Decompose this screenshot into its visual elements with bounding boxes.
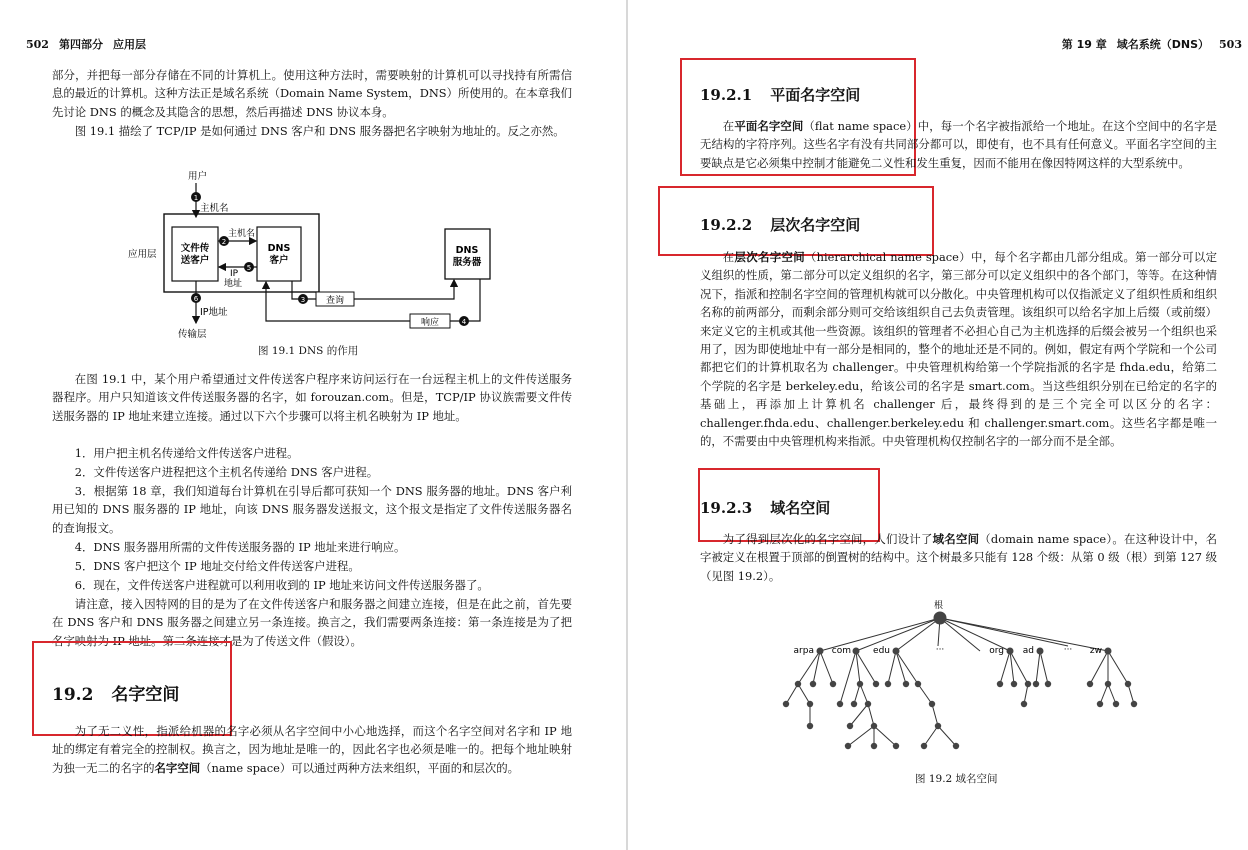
section-19-2-1-number: 19.2.1 [700, 86, 753, 104]
label-ellipsis-1: ··· [935, 645, 945, 655]
section-19-2-3-number: 19.2.3 [700, 499, 753, 517]
label-application-layer: 应用层 [128, 249, 157, 260]
tree-nodes [783, 612, 1137, 750]
tree-node [953, 743, 959, 749]
part-label: 第四部分 [58, 38, 103, 51]
step-4: 4．DNS 服务器用所需的文件传送服务器的 IP 地址来进行响应。 [74, 540, 406, 554]
section-19-2-2-text-b: （hierarchical name space）中，每个名字都由几部分组成。第一部分可以定义组织的性质，第二部分可以定义组织的名字，第三部分可以定义组织中的各个部门，等等。在这种情况下，指派和控制名字空间的管理机构就可以分散化。中央管理机构可以仅指派定义了组织性质和组织名称的前两部分，而剩余部分则可交给该组织自己去负责管理。该组织可以给名字加上后缀（或前缀）来定义它的主机或其他一些资源。该组织的管理者不必担心自己为主机选择的后缀会被另一个组织也采用了，因为即使地址中有一部分是相同的，整个的地址还是不同的。例如，假定有两个学院和一个公司都把它们的计算机取名为 challenger。中央管理机构给第一个学院指派的名字是 fhda.edu，给第二个学院的名字是 berkeley.edu，给该公司的名字是 smart.com。当这些组织分别在已给定的名字的基础上，再添加上计算机名 challenger 后，最终得到的是三个完全可以区分的名字：challenger.fhda.edu、challenger.berkeley.edu 和 challenger.smart.com。这些名字都是唯一的，不需要由中央管理机构来指派。中央管理机构仅控制名字的一部分而不是全部。 [700, 250, 1217, 449]
step-6: 6．现在，文件传送客户进程就可以利用收到的 IP 地址来访问文件传送服务器了。 [74, 578, 489, 592]
dns-client-box [257, 227, 301, 281]
section-19-2-3-text-b: （domain name space）。在这种设计中，名字被定义在根置于顶部的倒置树的结构中。这个树最多只能有 128 个级：从第 0 级（根）到第 127 级（见图 19.2）。 [700, 532, 1217, 583]
file-client-text-2: 送客户 [180, 255, 210, 266]
tree-node [807, 701, 813, 707]
right-page-number: 503 [1219, 38, 1242, 51]
tree-node [915, 681, 921, 687]
section-19-2-2-text-a: 在 [722, 250, 735, 264]
label-ad: ad [1022, 646, 1034, 656]
label-ip-1: IP [230, 269, 239, 279]
domain-name-tree [778, 596, 1158, 768]
tree-node [865, 701, 871, 707]
step-1: 1．用户把主机名传递给文件传送客户进程。 [74, 446, 299, 460]
tree-node [1037, 648, 1044, 655]
tree-node [1021, 701, 1027, 707]
figure-intro-paragraph: 图 19.1 描绘了 TCP/IP 是如何通过 DNS 客户和 DNS 服务器把名字映射为地址的。反之亦然。 [74, 124, 565, 138]
figure-19-1-caption: 图 19.1 DNS 的作用 [258, 345, 359, 357]
section-19-2-3-paragraph [700, 530, 1217, 585]
root-label: 根 [934, 601, 944, 611]
tree-node [893, 648, 900, 655]
figure-explain-paragraph: 在图 19.1 中，某个用户希望通过文件传送客户程序来访问运行在一台远程主机上的文件传送服务器程序。用户只知道该文件传送服务器的名字，如 forouzan.com。但是，TCP/IP 协议族需要文件传送服务器的 IP 地址来建立连接。通过以下六个步骤可以将主机名映射为 IP 地址。 [52, 372, 572, 423]
figure-19-2-caption: 图 19.2 域名空间 [915, 773, 998, 785]
note-paragraph: 请注意，接入因特网的目的是为了在文件传送客户和服务器之间建立连接，但是在此之前，首先要在 DNS 客户和 DNS 服务器之间建立另一条连接。换言之，我们需要两条连接：第一条连接是为了把名字映射为 IP 地址。第二条连接才是为了传送文件（假设）。 [52, 597, 572, 648]
tree-node [1113, 701, 1119, 707]
tree-node [847, 723, 853, 729]
tree-node [810, 681, 816, 687]
step-2: 2．文件传送客户进程把这个主机名传递给 DNS 客户进程。 [74, 465, 379, 479]
chapter-label: 第 19 章 [1061, 38, 1107, 51]
query-text: 查询 [325, 296, 345, 306]
section-19-2-3-text-a: 为了得到层次化的名字空间，人们设计了 [722, 532, 933, 546]
section-19-2-3-title: 域名空间 [770, 499, 831, 517]
tree-node [853, 648, 860, 655]
tree-node [807, 723, 813, 729]
label-transport-layer: 传输层 [178, 329, 207, 340]
section-19-2-1-term: 平面名字空间 [734, 119, 804, 133]
tree-node [783, 701, 789, 707]
label-com: com [831, 646, 851, 656]
tree-node [837, 701, 843, 707]
tree-node [1007, 648, 1014, 655]
tree-node [1025, 681, 1031, 687]
section-19-2-term: 名字空间 [154, 760, 201, 775]
tree-edges [786, 618, 1134, 746]
tree-node [817, 648, 824, 655]
chapter-title: 域名系统（DNS） [1116, 38, 1210, 51]
tree-node [845, 743, 851, 749]
section-19-2-2-number: 19.2.2 [700, 216, 753, 234]
step-number-1: 1 [193, 194, 199, 202]
section-19-2-number: 19.2 [52, 685, 94, 705]
tree-node [893, 743, 899, 749]
tree-node [903, 681, 909, 687]
label-edu: edu [873, 646, 890, 656]
tree-node [1087, 681, 1093, 687]
tree-node [871, 723, 877, 729]
response-text: 响应 [420, 318, 440, 328]
intro-paragraph: 部分，并把每一部分存储在不同的计算机上。使用这种方法时，需要映射的计算机可以寻找持有所需信息的最近的计算机。这种方法正是域名系统（Domain Name System，DNS）所使用的。在本章我们先讨论 DNS 的概念及其隐含的思想，然后再描述 DNS 协议本身。 [52, 68, 572, 119]
step-number-3: 3 [300, 296, 306, 304]
section-19-2-1-title: 平面名字空间 [770, 86, 861, 104]
tree-node [830, 681, 836, 687]
label-ellipsis-2: ··· [1063, 645, 1073, 655]
tree-node [997, 681, 1003, 687]
label-ip-2: 地址 [224, 279, 243, 289]
tree-node [1033, 681, 1039, 687]
file-client-text-1: 文件传 [180, 243, 210, 254]
right-running-head [1062, 36, 1242, 52]
tree-node [873, 681, 879, 687]
tree-node [935, 723, 941, 729]
section-19-2-paragraph [52, 722, 572, 777]
dns-client-text-2: 客户 [269, 255, 289, 266]
section-19-2-1-text-b: （flat name space）中，每一个名字被指派给一个地址。在这个空间中的名字是无结构的字符序列。这些名字有没有共同部分都可以，即使有，也不具有任何意义。平面名字空间的主要缺点是它必须集中控制才能避免二义性和发生重复，因而不能用在像因特网这样的大型系统中。 [700, 119, 1217, 170]
tree-node [1131, 701, 1137, 707]
section-19-2-text-b: （name space）可以通过两种方法来组织，平面的和层次的。 [200, 760, 520, 775]
step-3: 3．根据第 18 章，我们知道每台计算机在引导后都可获知一个 DNS 服务器的地址。DNS 客户利用已知的 DNS 服务器的 IP 地址，向该 DNS 服务器发送报文，这个报文是指定了文件传送服务器名的查询报文。 [52, 484, 572, 535]
label-org: org [989, 646, 1004, 656]
tree-node [1125, 681, 1131, 687]
label-ip-address: IP地址 [200, 307, 228, 318]
right-page [628, 0, 1248, 850]
section-19-2-1-paragraph [700, 117, 1217, 172]
step-number-4: 4 [461, 318, 467, 326]
label-hostname-inner: 主机名 [228, 229, 256, 239]
step-number-2: 2 [221, 238, 227, 246]
tree-node [795, 681, 801, 687]
section-19-2-title: 名字空间 [111, 685, 180, 705]
dns-role-diagram [120, 165, 510, 343]
section-19-2-2-term: 层次名字空间 [734, 250, 805, 264]
file-transfer-client-box [172, 227, 218, 281]
step-number-5: 5 [246, 264, 252, 272]
tree-node [1105, 648, 1112, 655]
tree-node [851, 701, 857, 707]
tree-node [929, 701, 935, 707]
left-page-number: 502 [26, 38, 49, 51]
step-5: 5．DNS 客户把这个 IP 地址交付给文件传送客户进程。 [74, 559, 360, 573]
part-title: 应用层 [112, 38, 146, 51]
label-user: 用户 [188, 171, 208, 182]
tree-node [857, 681, 863, 687]
tree-node [1011, 681, 1017, 687]
tree-node [921, 743, 927, 749]
tree-node [1097, 701, 1103, 707]
tree-node [885, 681, 891, 687]
root-node [934, 612, 947, 625]
section-19-2-1-text-a: 在 [722, 119, 735, 133]
tree-node [871, 743, 877, 749]
section-19-2-2-paragraph [700, 248, 1217, 450]
section-19-2-text-a: 为了无二义性，指派给机器的名字必须从名字空间中小心地选择，而这个名字空间对名字和 IP 地址的绑定有着完全的控制权。换言之，因为地址是唯一的，因此名字也必须是唯一的。把每个地址映射为独一无二的名字的 [52, 724, 572, 775]
tree-node [1045, 681, 1051, 687]
dns-client-text-1: DNS [267, 243, 291, 254]
step-number-6: 6 [193, 295, 199, 303]
dns-server-text-1: DNS [455, 245, 479, 256]
section-19-2-2-title: 层次名字空间 [770, 216, 861, 234]
label-zw: zw [1089, 646, 1102, 656]
tree-node [1105, 681, 1111, 687]
left-running-head [26, 36, 146, 52]
highlight-box-19-2-2 [658, 186, 934, 256]
label-arpa: arpa [793, 646, 814, 656]
label-hostname: 主机名 [200, 203, 229, 214]
section-19-2-3-term: 域名空间 [932, 532, 980, 546]
dns-server-text-2: 服务器 [452, 257, 482, 268]
